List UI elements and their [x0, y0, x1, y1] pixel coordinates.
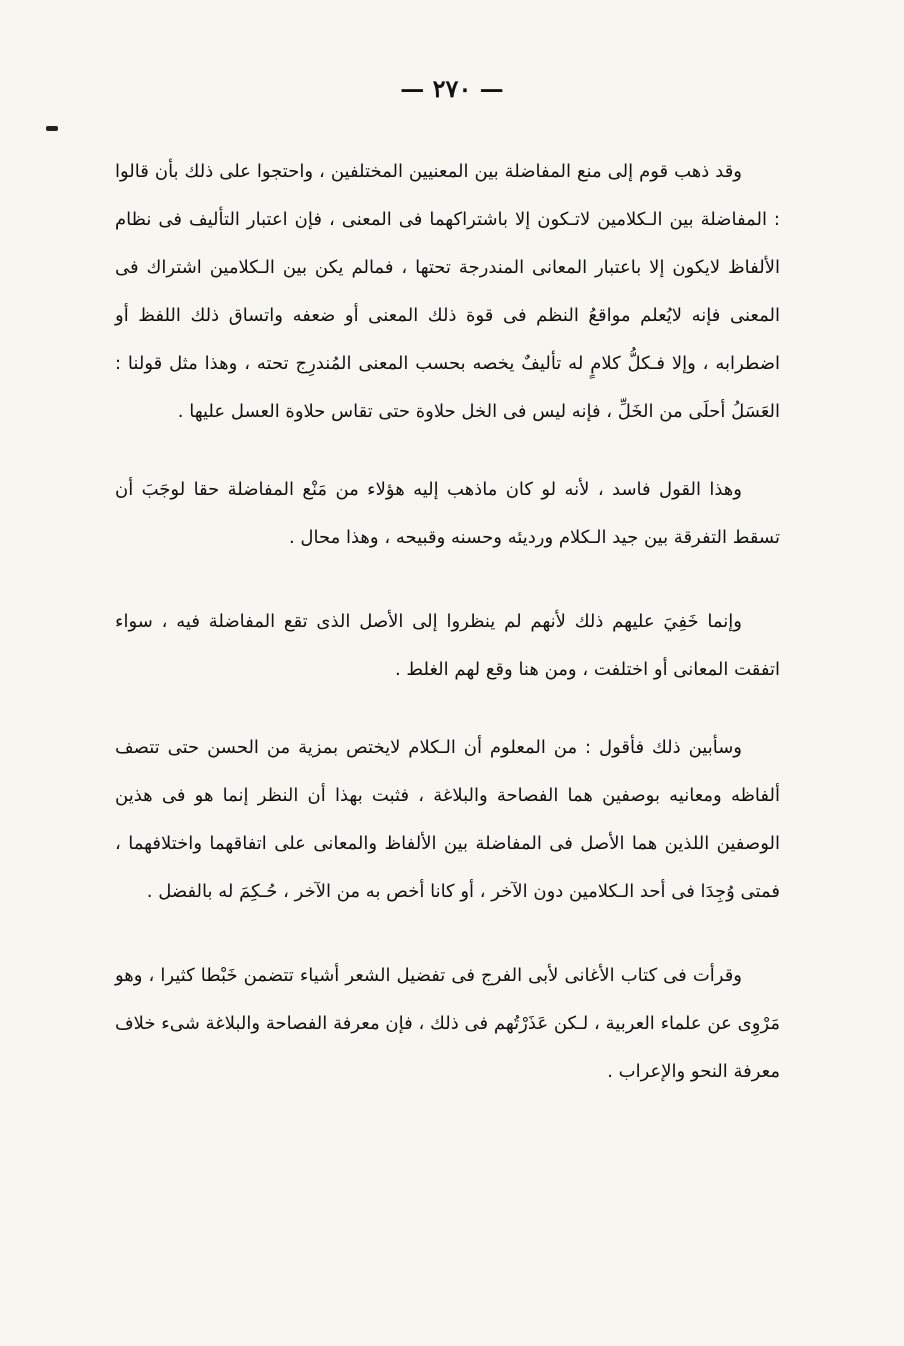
- body-text: [115, 148, 780, 1096]
- paragraph-2: وهذا القول فاسد ، لأنه لو كان ماذهب إليه هؤلاء من مَنْع المفاضلة حقا لوجَبَ أن تسقط التفرقة بين جيد الـكلام ورديئه وحسنه وقبيحه ، وهذا محال .: [115, 479, 780, 548]
- page-number: — ٢٧٠ —: [400, 74, 504, 103]
- paragraph-3: وإنما خَفِيَ عليهم ذلك لأنهم لم ينظروا إلى الأصل الذى تقع المفاضلة فيه ، سواء اتفقت المعانى أو اختلفت ، ومن هنا وقع لهم الغلط .: [115, 611, 780, 680]
- ink-mark: [46, 126, 58, 131]
- paragraph-1: وقد ذهب قوم إلى منع المفاضلة بين المعنيين المختلفين ، واحتجوا على ذلك بأن قالوا : المفاضلة بين الـكلامين لاتـكون إلا باشتراكهما فى المعنى ، فإن اعتبار التأليف فى نظام الألفاظ لايكون إلا باعتبار المعانى المندرجة تحتها ، فمالم يكن بين الـكلامين اشتراك فى المعنى فإنه لايُعلم مواقعُ النظم فى قوة ذلك المعنى أو ضعفه واتساق ذلك اللفظ أو اضطرابه ، وإلا فـكلُّ كلامٍ له تأليفٌ يخصه بحسب المعنى المُندرِج تحته ، وهذا مثل قولنا : العَسَلُ أحلَى من الخَلِّ ، فإنه ليس فى الخل حلاوة حتى تقاس حلاوة العسل عليها .: [115, 161, 780, 422]
- paragraph-4: وسأبين ذلك فأقول : من المعلوم أن الـكلام لايختص بمزية من الحسن حتى تتصف ألفاظه ومعانيه بوصفين هما الفصاحة والبلاغة ، فثبت بهذا أن النظر إنما هو فى هذين الوصفين اللذين هما الأصل فى المفاضلة بين الألفاظ والمعانى على اتفاقهما واختلافهما ، فمتى وُجِدَا فى أحد الـكلامين دون الآخر ، أو كانا أخص به من الآخر ، حُـكِمَ له بالفضل .: [115, 737, 780, 902]
- paragraph-5: وقرأت فى كتاب الأغانى لأبى الفرج فى تفضيل الشعر أشياء تتضمن خَبْطا كثيرا ، وهو مَرْوِى عن علماء العربية ، لـكن عَذَرْتُهم فى ذلك ، فإن معرفة الفصاحة والبلاغة شىء خلاف معرفة النحو والإعراب .: [115, 965, 780, 1082]
